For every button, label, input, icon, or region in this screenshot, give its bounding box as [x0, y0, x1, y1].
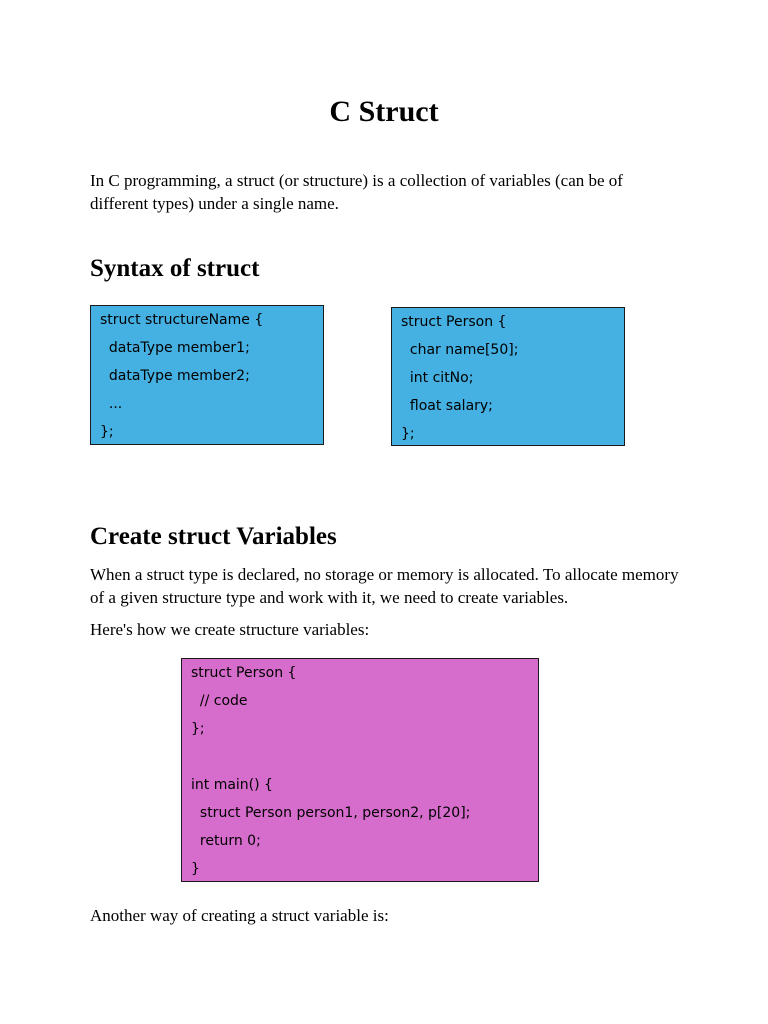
code-line: ...: [100, 396, 123, 412]
code-line: int citNo;: [401, 370, 474, 386]
code-line: };: [401, 426, 415, 442]
page-title: C Struct: [329, 95, 439, 128]
code-line: // code: [191, 693, 248, 709]
code-line: char name[50];: [401, 342, 519, 358]
code-line: };: [100, 424, 114, 440]
syntax-heading: Syntax of struct: [90, 255, 260, 282]
variables-intro-paragraph: Here's how we create structure variables:: [90, 620, 370, 639]
code-line: dataType member2;: [100, 368, 250, 384]
code-line: int main() {: [191, 777, 273, 793]
code-block-create-variables: [181, 658, 539, 882]
code-line: struct Person person1, person2, p[20];: [191, 805, 471, 821]
code-block-person-example: [391, 307, 625, 446]
code-line: dataType member1;: [100, 340, 250, 356]
code-line: [191, 747, 529, 775]
intro-paragraph: In C programming, a struct (or structure) is a collection of variables (can be of different types) under a single name.: [90, 171, 623, 213]
code-block-generic-syntax: [90, 305, 324, 445]
code-line: struct Person {: [401, 314, 507, 330]
code-line: return 0;: [191, 833, 261, 849]
code-line: };: [191, 721, 205, 737]
code-line: struct Person {: [191, 665, 297, 681]
variables-heading: Create struct Variables: [90, 523, 337, 550]
code-line: struct structureName {: [100, 312, 264, 328]
code-line: }: [191, 861, 200, 877]
code-line: float salary;: [401, 398, 493, 414]
alternative-paragraph: Another way of creating a struct variable is:: [90, 906, 389, 925]
variables-paragraph: When a struct type is declared, no storage or memory is allocated. To allocate memory of a given structure type and work with it, we need to create variables.: [90, 565, 679, 607]
